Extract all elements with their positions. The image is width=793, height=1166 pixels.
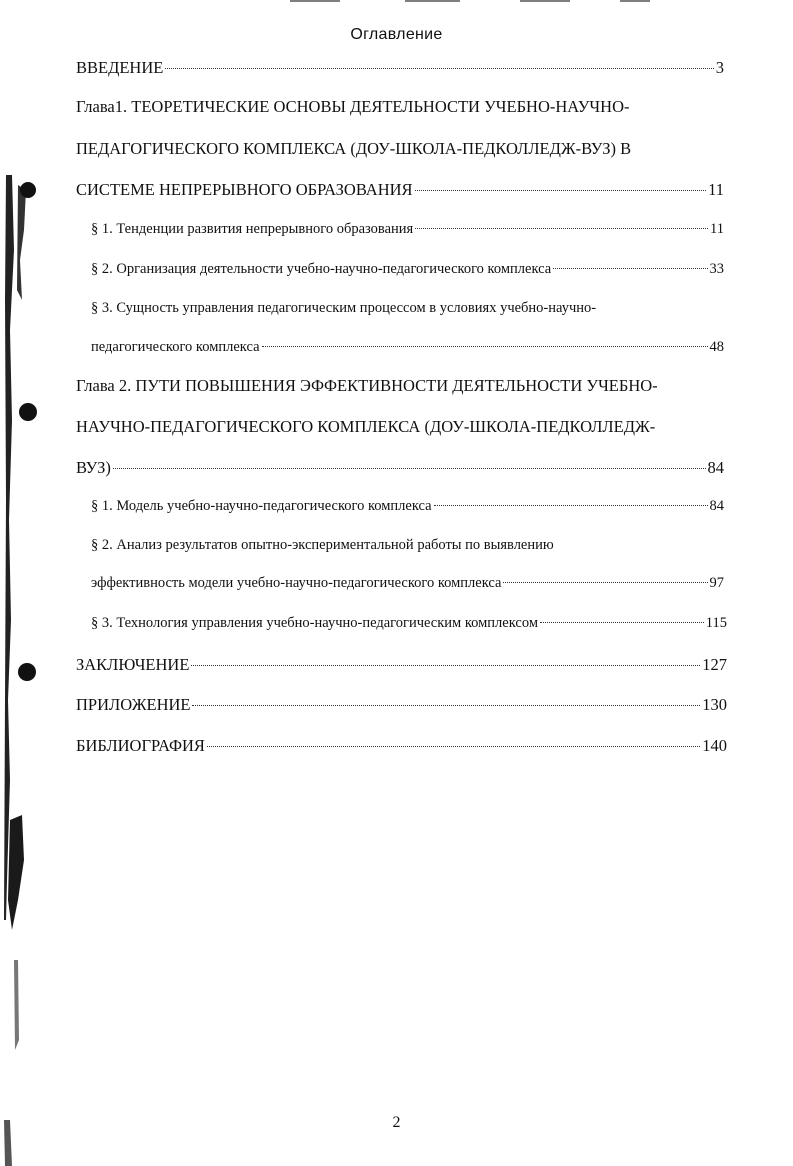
toc-entry-text: § 2. Организация деятельности учебно-научно-педагогического комплекса	[91, 261, 552, 277]
toc-chapter1-section3-line2	[91, 339, 724, 356]
toc-page-number: 11	[710, 221, 724, 237]
toc-entry-text: § 3. Технология управления учебно-научно-педагогическим комплексом	[91, 615, 539, 631]
dot-leader	[553, 268, 707, 269]
dot-leader	[192, 705, 700, 706]
dot-leader	[165, 68, 713, 69]
toc-chapter2-line2: НАУЧНО-ПЕДАГОГИЧЕСКОГО КОМПЛЕКСА (ДОУ-ШКОЛА-ПЕДКОЛЛЕДЖ-	[76, 417, 656, 436]
dot-leader	[207, 746, 700, 747]
dot-leader	[415, 228, 708, 229]
toc-entry-text: § 1. Модель учебно-научно-педагогического комплекса	[91, 498, 432, 514]
toc-entry-conclusion	[76, 655, 727, 675]
toc-chapter1-line2: ПЕДАГОГИЧЕСКОГО КОМПЛЕКСА (ДОУ-ШКОЛА-ПЕДКОЛЛЕДЖ-ВУЗ) В	[76, 139, 632, 158]
page-number: 2	[392, 1114, 401, 1131]
toc-chapter1-line3	[76, 180, 724, 200]
toc-chapter2-line3	[76, 458, 724, 478]
toc-entry-text: ЗАКЛЮЧЕНИЕ	[76, 655, 190, 674]
toc-page-number: 115	[705, 615, 727, 631]
dot-leader	[262, 346, 708, 347]
toc-entry-text: ВВЕДЕНИЕ	[76, 58, 164, 77]
toc-chapter2-section1	[91, 498, 724, 515]
dot-leader	[540, 622, 704, 623]
toc-chapter2-section3	[91, 615, 727, 632]
toc-entry-text: ПРИЛОЖЕНИЕ	[76, 695, 191, 714]
toc-page-number: 84	[709, 498, 724, 514]
toc-page-number: 130	[702, 695, 727, 714]
toc-title: Оглавление	[350, 26, 443, 43]
dot-leader	[191, 665, 700, 666]
toc-page-number: 84	[707, 458, 724, 477]
toc-entry-text: педагогического комплекса	[91, 339, 260, 355]
toc-page-number: 127	[702, 655, 727, 674]
dot-leader	[113, 468, 706, 469]
toc-page-number: 140	[702, 736, 727, 755]
toc-entry-appendix	[76, 695, 727, 715]
toc-entry-text: § 1. Тенденции развития непрерывного образования	[91, 221, 414, 237]
dot-leader	[503, 582, 707, 583]
toc-entry-text: эффективность модели учебно-научно-педагогического комплекса	[91, 575, 502, 591]
dot-leader	[415, 190, 707, 191]
toc-page-number: 11	[708, 180, 724, 199]
toc-entry-bibliography	[76, 736, 727, 756]
scan-left-edge	[0, 0, 40, 1166]
toc-chapter1-line1: Глава1. ТЕОРЕТИЧЕСКИЕ ОСНОВЫ ДЕЯТЕЛЬНОСТИ УЧЕБНО-НАУЧНО-	[76, 97, 630, 116]
toc-chapter2-section2-line1: § 2. Анализ результатов опытно-экспериментальной работы по выявлению	[91, 537, 554, 553]
toc-page-number: 33	[709, 261, 724, 277]
dot-leader	[434, 505, 708, 506]
toc-chapter1-section3-line1: § 3. Сущность управления педагогическим процессом в условиях учебно-научно-	[91, 300, 597, 316]
toc-entry-text: ВУЗ)	[76, 458, 111, 477]
toc-chapter2-section2-line2	[91, 575, 724, 592]
toc-page-number: 48	[709, 339, 724, 355]
toc-entry-introduction	[76, 58, 724, 78]
toc-chapter2-line1: Глава 2. ПУТИ ПОВЫШЕНИЯ ЭФФЕКТИВНОСТИ ДЕЯТЕЛЬНОСТИ УЧЕБНО-	[76, 376, 658, 395]
toc-chapter1-section2	[91, 261, 724, 278]
toc-page-number: 97	[709, 575, 724, 591]
toc-entry-text: СИСТЕМЕ НЕПРЕРЫВНОГО ОБРАЗОВАНИЯ	[76, 180, 413, 199]
toc-entry-text: БИБЛИОГРАФИЯ	[76, 736, 205, 755]
toc-page-number: 3	[715, 58, 724, 77]
scan-top-marks	[0, 0, 793, 8]
toc-chapter1-section1	[91, 221, 724, 238]
